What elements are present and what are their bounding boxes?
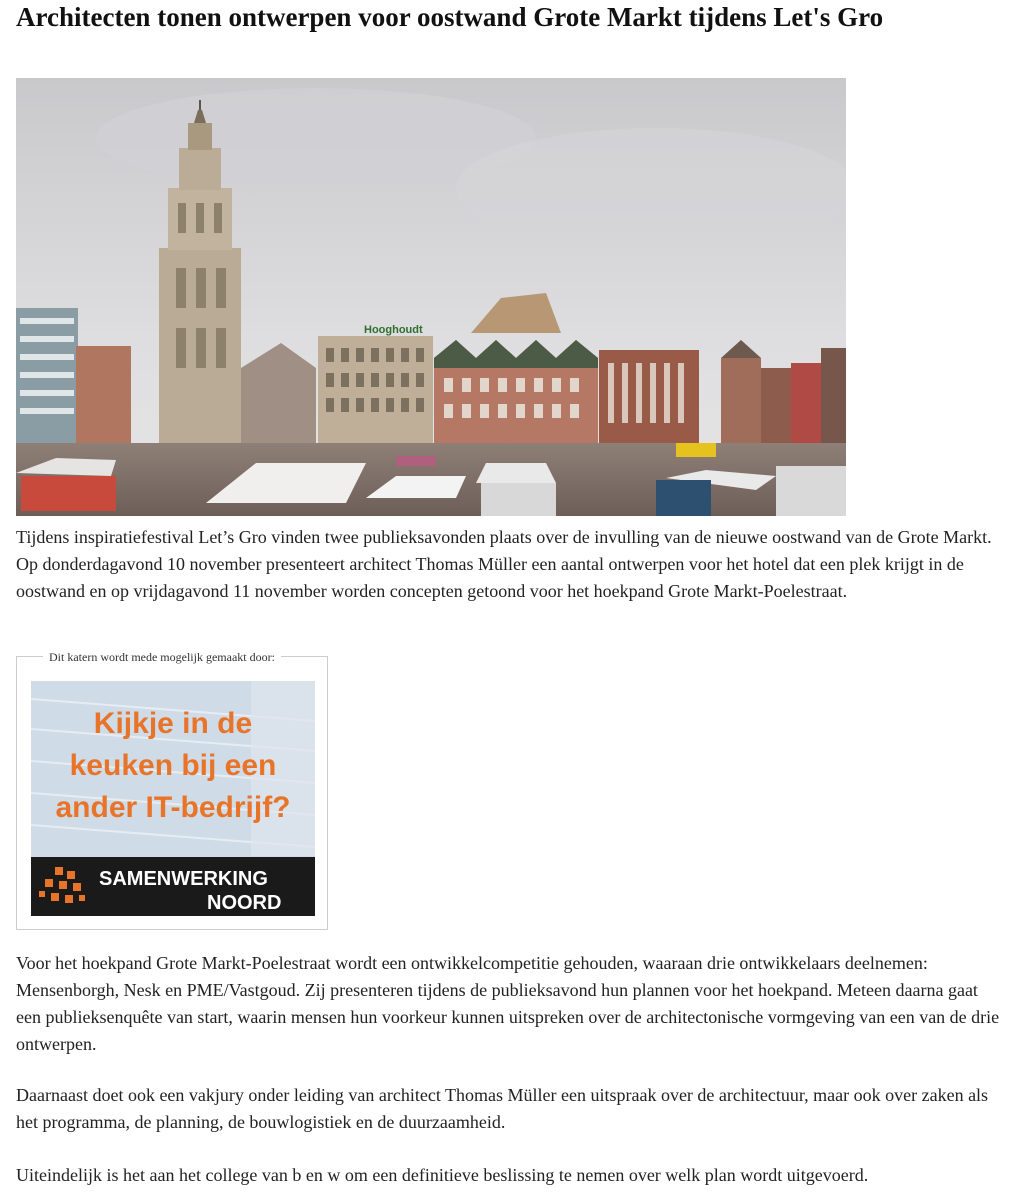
sponsor-ad[interactable]	[31, 681, 315, 916]
ad-brand-line2: NOORD	[207, 892, 282, 914]
body-paragraph-2: Daarnaast doet ook een vakjury onder leiding van architect Thomas Müller een uitspraak over de architectuur, maar ook over zaken als het programma, de planning, de bouwlogistiek en de duurzaamheid.	[16, 1085, 989, 1132]
ad-headline-line3: ander IT-bedrijf?	[55, 791, 291, 824]
hooghoudt-sign: Hooghoudt	[364, 324, 423, 336]
ad-headline-line2: keuken bij een	[69, 749, 277, 782]
body-paragraph-1: Voor het hoekpand Grote Markt-Poelestraat wordt een ontwikkelcompetitie gehouden, waaraan drie ontwikkelaars deelnemen: Mensenborgh, Nesk en PME/Vastgoud. Zij presenteren tijdens de publieksavond hun plannen voor het hoekpand. Meteen daarna gaat een publieksenquête van start, waarin mensen hun voorkeur kunnen uitspreken over de architectonische vormgeving van een van de drie ontwerpen.	[16, 953, 1000, 1054]
article	[16, 4, 1001, 31]
sponsor-legend: Dit katern wordt mede mogelijk gemaakt door:	[43, 650, 281, 665]
intro-paragraph: Tijdens inspiratiefestival Let’s Gro vinden twee publieksavonden plaats over de invulling van de nieuwe oostwand van de Grote Markt. Op donderdagavond 10 november presenteert architect Thomas Müller een aantal ontwerpen voor het hotel dat een plek krijgt in de oostwand en op vrijdagavond 11 november worden concepten getoond voor het hoekpand Grote Markt-Poelestraat.	[16, 527, 992, 601]
article-title: Architecten tonen ontwerpen voor oostwand Grote Markt tijdens Let's Gro	[16, 2, 884, 32]
ad-brand-line1: SAMENWERKING	[99, 868, 268, 890]
body-paragraph-3: Uiteindelijk is het aan het college van b en w om een definitieve beslissing te nemen over welk plan wordt uitgevoerd.	[16, 1165, 869, 1185]
sponsor-box	[16, 650, 328, 930]
ad-headline-line1: Kijkje in de	[93, 707, 253, 740]
hero-image	[16, 78, 846, 516]
